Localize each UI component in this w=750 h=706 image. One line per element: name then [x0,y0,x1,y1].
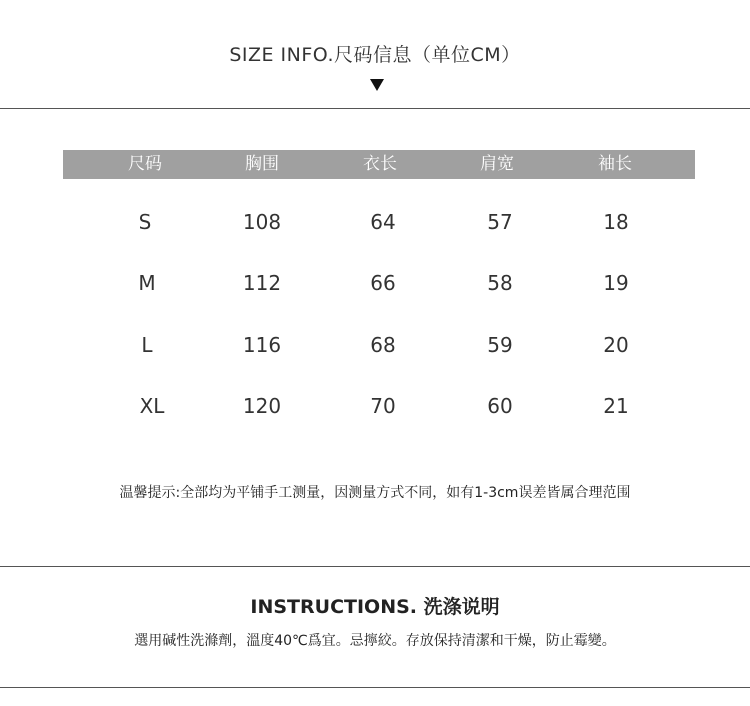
table-row [0,391,750,421]
header-shoulder: 肩宽 [480,154,514,174]
cell-shoulder: 59 [487,333,513,357]
header-length: 衣长 [363,154,397,174]
cell-size: XL [139,394,165,418]
instructions-title: INSTRUCTIONS. 洗涤说明 [250,596,500,618]
cell-chest: 108 [242,210,282,234]
bottom-divider [0,687,750,688]
cell-sleeve: 18 [603,210,629,234]
header-size: 尺码 [128,154,162,174]
top-divider [0,108,750,109]
cell-shoulder: 60 [487,394,513,418]
header-chest: 胸围 [245,154,279,174]
cell-shoulder: 57 [487,210,513,234]
cell-sleeve: 21 [603,394,629,418]
cell-size: M [138,271,156,295]
cell-chest: 120 [242,394,282,418]
cell-sleeve: 19 [603,271,629,295]
cell-length: 64 [370,210,396,234]
size-table-header [63,150,695,179]
cell-chest: 116 [242,333,282,357]
cell-chest: 112 [242,271,282,295]
cell-length: 68 [370,333,396,357]
cell-sleeve: 20 [603,333,629,357]
cell-size: S [138,210,152,234]
size-info-title: SIZE INFO.尺码信息（单位CM） [229,44,521,66]
cell-length: 66 [370,271,396,295]
header-sleeve: 袖长 [598,154,632,174]
table-row [0,330,750,360]
instructions-text: 選用碱性洗滌劑，溫度40℃爲宜。忌擰絞。存放保持清潔和干燥，防止霉變。 [134,633,616,649]
cell-shoulder: 58 [487,271,513,295]
measurement-note: 温馨提示:全部均为平铺手工测量，因测量方式不同，如有1-3cm误差皆属合理范围 [119,485,631,501]
table-row [0,268,750,298]
down-arrow-icon [370,79,384,91]
cell-length: 70 [370,394,396,418]
cell-size: L [141,333,153,357]
middle-divider [0,566,750,567]
table-row [0,207,750,237]
